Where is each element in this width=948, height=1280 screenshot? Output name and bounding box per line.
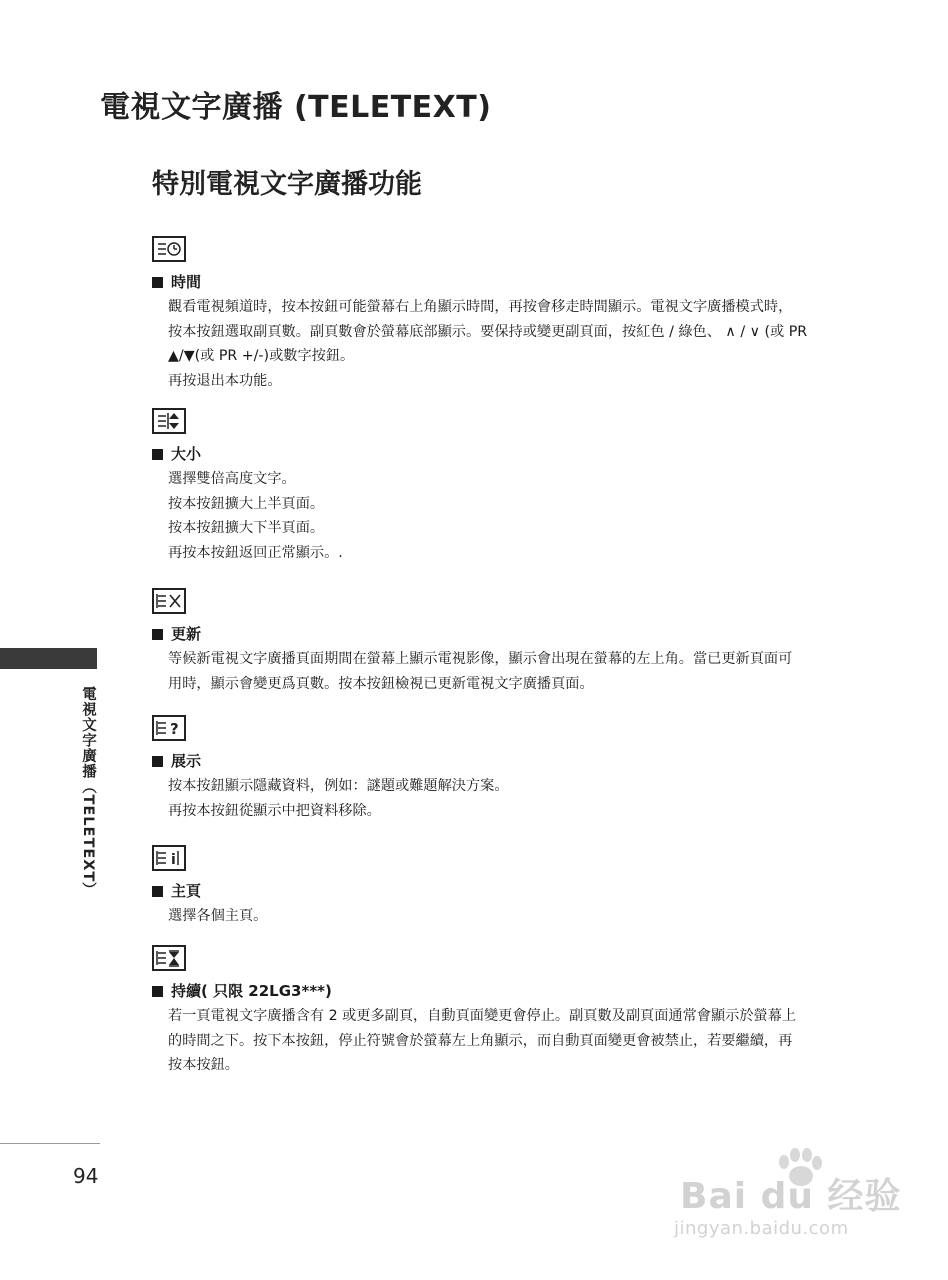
side-tab-bar	[0, 648, 97, 669]
update-key-icon	[152, 588, 186, 614]
feature-heading: 展示	[152, 751, 888, 771]
baidu-watermark	[674, 1148, 904, 1248]
bullet-square-icon	[152, 629, 163, 640]
svg-text:i: i	[171, 852, 176, 868]
feature-description: 若一頁電視文字廣播含有 2 或更多副頁，自動頁面變更會停止。副頁數及副頁面通常會顯示於螢幕上 的時間之下。按下本按鈕，停止符號會於螢幕左上角顯示，而自動頁面變更會被禁止，若要繼續，再 按本按鈕。	[168, 1008, 797, 1073]
page-number: 94	[73, 1164, 99, 1188]
feature-heading: 持續( 只限 22LG3***)	[152, 981, 888, 1001]
size-key-icon	[152, 408, 186, 434]
index-key-icon	[152, 845, 186, 871]
teletext-feature-size	[152, 408, 888, 565]
feature-heading: 更新	[152, 624, 888, 644]
bullet-square-icon	[152, 449, 163, 460]
bullet-square-icon	[152, 886, 163, 897]
teletext-feature-time	[152, 236, 888, 393]
teletext-feature-update	[152, 588, 888, 696]
teletext-feature-hold	[152, 945, 888, 1078]
clock-key-icon	[152, 236, 186, 262]
page-title: 電視文字廣播 (TELETEXT)	[100, 90, 492, 125]
feature-description: 觀看電視頻道時，按本按鈕可能螢幕右上角顯示時間，再按會移走時間顯示。電視文字廣播模式時， 按本按鈕選取副頁數。副頁數會於螢幕底部顯示。要保持或變更副頁面，按紅色 / 綠色、 ∧ / ∨ (或 PR ▲/▼(或 PR +/-)或數字按鈕。 再按退出本功能。	[168, 299, 808, 389]
svg-text:?: ?	[170, 720, 179, 738]
watermark-url: jingyan.baidu.com	[674, 1218, 849, 1239]
side-chapter-label: 電視文字廣播（TELETEXT）	[80, 686, 96, 898]
bullet-square-icon	[152, 986, 163, 997]
feature-description: 等候新電視文字廣播頁面期間在螢幕上顯示電視影像，顯示會出現在螢幕的左上角。當已更新頁面可 用時，顯示會變更爲頁數。按本按鈕檢視已更新電視文字廣播頁面。	[168, 651, 793, 692]
watermark-logo: Bai du 经验	[680, 1176, 902, 1217]
reveal-key-icon	[152, 715, 186, 741]
hold-key-icon	[152, 945, 186, 971]
feature-description: 選擇各個主頁。	[168, 908, 268, 924]
section-title: 特別電視文字廣播功能	[152, 169, 422, 200]
bullet-square-icon	[152, 277, 163, 288]
feature-heading: 大小	[152, 444, 888, 464]
bullet-square-icon	[152, 756, 163, 767]
feature-description: 選擇雙倍高度文字。 按本按鈕擴大上半頁面。 按本按鈕擴大下半頁面。 再按本按鈕返回正常顯示。.	[168, 471, 343, 561]
feature-heading: 主頁	[152, 881, 888, 901]
feature-description: 按本按鈕顯示隱藏資料，例如：謎題或難題解決方案。 再按本按鈕從顯示中把資料移除。	[168, 778, 509, 819]
footer-rule	[0, 1143, 100, 1144]
teletext-feature-index	[152, 845, 888, 929]
feature-heading: 時間	[152, 272, 888, 292]
teletext-feature-reveal	[152, 715, 888, 823]
